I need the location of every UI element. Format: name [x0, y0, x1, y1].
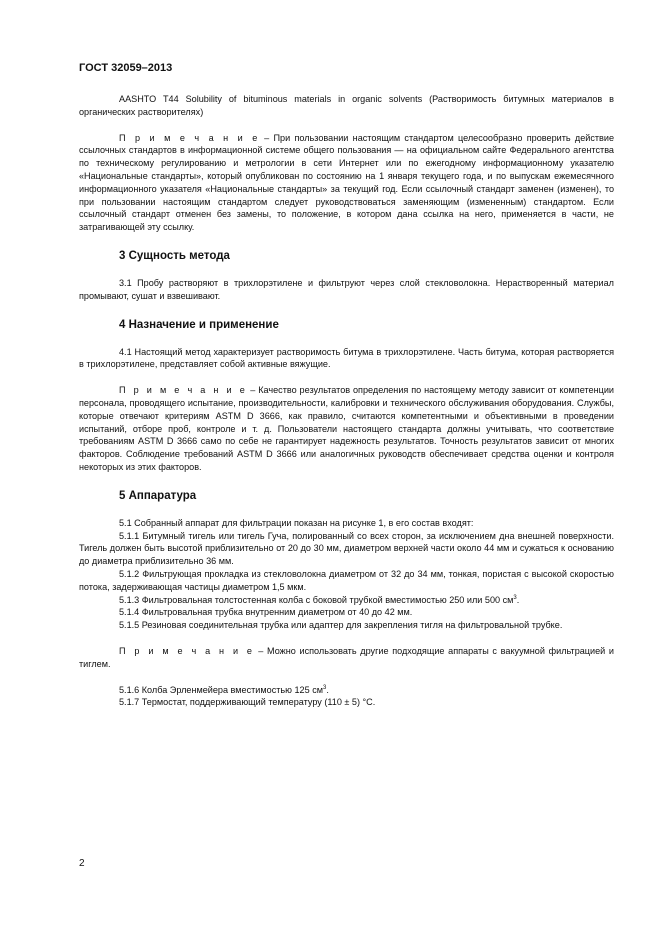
- section-5-title: 5 Аппаратура: [119, 489, 197, 502]
- paragraph-5-1-3: [79, 594, 614, 607]
- paragraph-3-1: 3.1 Пробу растворяют в трихлорэтилене и фильтруют через слой стекловолокна. Нерастворенный материал промывают, сушат и взвешивают.: [79, 277, 614, 301]
- paragraph-5-1-2: 5.1.2 Фильтрующая прокладка из стекловолокна диаметром от 32 до 34 мм, тонкая, пористая с высокой скоростью потока, задерживающая частицы диаметром 1,5 мкм.: [79, 568, 614, 592]
- superscript-3: 3: [513, 594, 517, 601]
- note-text: – При пользовании настоящим стандартом целесообразно проверить действие ссылочных стандартов в информационной системе общего пользования — на официальном сайте Федерального агентства по техническому регулированию и метрологии в сети Интернет или по ежегодному информационному указателю «Национальные стандарты», который опубликован по состоянию на 1 января текущего года, и по выпускам ежемесячного информационного указателя «Национальные стандарты» за текущий год. Если ссылочный стандарт заменен (изменен), то при пользовании настоящим стандартом следует руководствоваться заменяющим (измененным) стандартом. Если ссылочный стандарт отменен без замены, то положение, в котором дана ссылка на него, применяется в части, не затрагивающей эту ссылку.: [79, 132, 615, 233]
- paragraph-5-1-3-text: 5.1.3 Фильтровальная толстостенная колба с боковой трубкой вместимостью 250 или 500 см: [119, 594, 514, 605]
- document-body: [79, 93, 614, 709]
- reference-aashto: AASHTO T44 Solubility of bituminous materials in organic solvents (Растворимость битумных материалов в органических растворителях): [79, 94, 614, 117]
- note-section-5: [79, 645, 614, 671]
- section-4-title: 4 Назначение и применение: [119, 318, 279, 331]
- paragraph-5-1-6-end: .: [326, 684, 329, 695]
- document-header: ГОСТ 32059–2013: [79, 62, 173, 74]
- paragraph-5-1-7: 5.1.7 Термостат, поддерживающий температуру (110 ± 5) °С.: [119, 697, 376, 708]
- paragraph-5-1-1: 5.1.1 Битумный тигель или тигель Гуча, полированный со всех сторон, за исключением дна внешней поверхности. Тигель должен быть высотой приблизительно от 20 до 30 мм, диаметром верхней части около 44 мм и сужаться к основанию до диаметра приблизительно 36 мм.: [79, 530, 614, 567]
- paragraph-4-1: 4.1 Настоящий метод характеризует растворимость битума в трихлорэтилене. Часть битума, которая растворяется в трихлорэтилене, представляет собой активные вяжущие.: [79, 346, 614, 370]
- superscript-3: 3: [323, 684, 327, 691]
- note-normative-references: [79, 132, 614, 234]
- paragraph-5-1-5: 5.1.5 Резиновая соединительная трубка или адаптер для закрепления тигля на фильтровальной трубке.: [119, 620, 563, 631]
- note-text: – Качество результатов определения по настоящему методу зависит от компетенции персонала, проводящего испытание, производительности, калибровки и технического обслуживания оборудования. Службы, которые отвечают критериям ASTM D 3666, как правило, считаются компетентными и объективными в проведении испытаний, отборе проб, контроле и т. д. Пользователи настоящего стандарта должны учитывать, что соответствие требованиям ASTM D 3666 само по себе не гарантирует надежность результатов. Точность результатов зависит от многих факторов. Соблюдение требований ASTM D 3666 или аналогичных руководств обеспечивает средства оценки и контроля некоторых из этих факторов.: [79, 385, 614, 472]
- page-number: 2: [79, 858, 85, 869]
- note-label: П р и м е ч а н и е: [119, 645, 255, 656]
- section-3-title: 3 Сущность метода: [119, 249, 230, 262]
- paragraph-5-1: 5.1 Собранный аппарат для фильтрации показан на рисунке 1, в его состав входят:: [119, 517, 474, 528]
- note-text: – Можно использовать другие подходящие аппараты с вакуумной фильтрацией и тиглем.: [79, 645, 615, 669]
- paragraph-5-1-6: [79, 684, 614, 697]
- note-label: П р и м е ч а н и е: [119, 132, 260, 143]
- paragraph-5-1-4: 5.1.4 Фильтровальная трубка внутренним диаметром от 40 до 42 мм.: [119, 607, 413, 618]
- note-label: П р и м е ч а н и е: [119, 385, 248, 396]
- note-section-4: [79, 384, 614, 474]
- paragraph-5-1-3-end: .: [516, 594, 520, 605]
- paragraph-5-1-6-text: 5.1.6 Колба Эрленмейера вместимостью 125 см: [119, 684, 323, 695]
